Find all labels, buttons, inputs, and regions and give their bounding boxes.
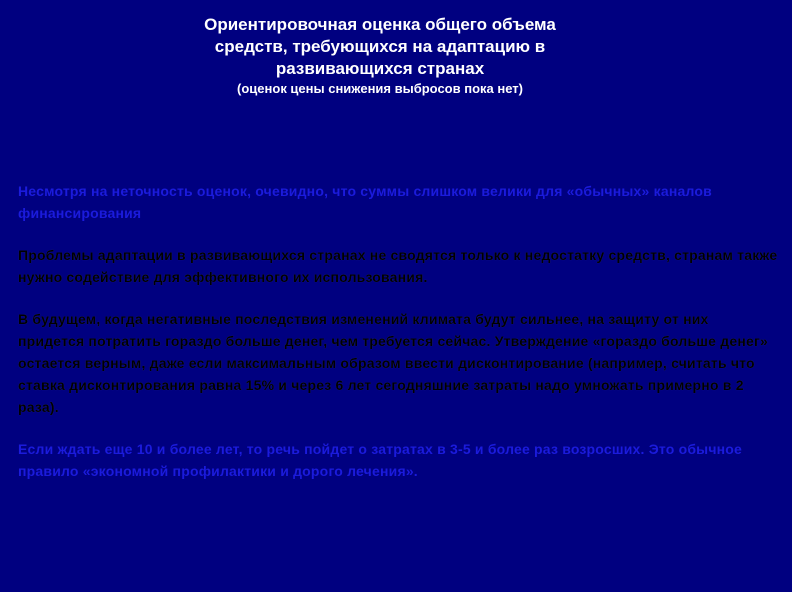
slide-title	[110, 14, 650, 98]
title-line-2: средств, требующихся на адаптацию в	[214, 37, 546, 56]
slide-subtitle: (оценок цены снижения выбросов пока нет)	[237, 81, 523, 96]
slide-body	[18, 180, 778, 482]
title-line-1: Ориентировочная оценка общего объема	[204, 15, 556, 34]
paragraph-delay-costs: Если ждать еще 10 и более лет, то речь пойдет о затратах в 3-5 и более раз возросших. Это обычное правило «экономной профилактики и дорого лечения».	[18, 441, 743, 479]
paragraph-financing-channels: Несмотря на неточность оценок, очевидно, что суммы слишком велики для «обычных» каналов финансирования	[18, 183, 712, 221]
paragraph-adaptation-problems: Проблемы адаптации в развивающихся странах не сводятся только к недостатку средств, странам также нужно содействие для эффективного их использования.	[18, 247, 778, 285]
paragraph-future-costs: В будущем, когда негативные последствия изменений климата будут сильнее, на защиту от них придется потратить гораздо больше денег, чем требуется сейчас. Утверждение «гораздо больше денег» остается верным, даже если максимальным образом ввести дисконтирование (например, считать что ставка дисконтирования равна 15% и через 6 лет сегодняшние затраты надо умножать примерно в 2 раза).	[18, 311, 768, 415]
title-line-3: развивающихся странах	[275, 59, 485, 78]
